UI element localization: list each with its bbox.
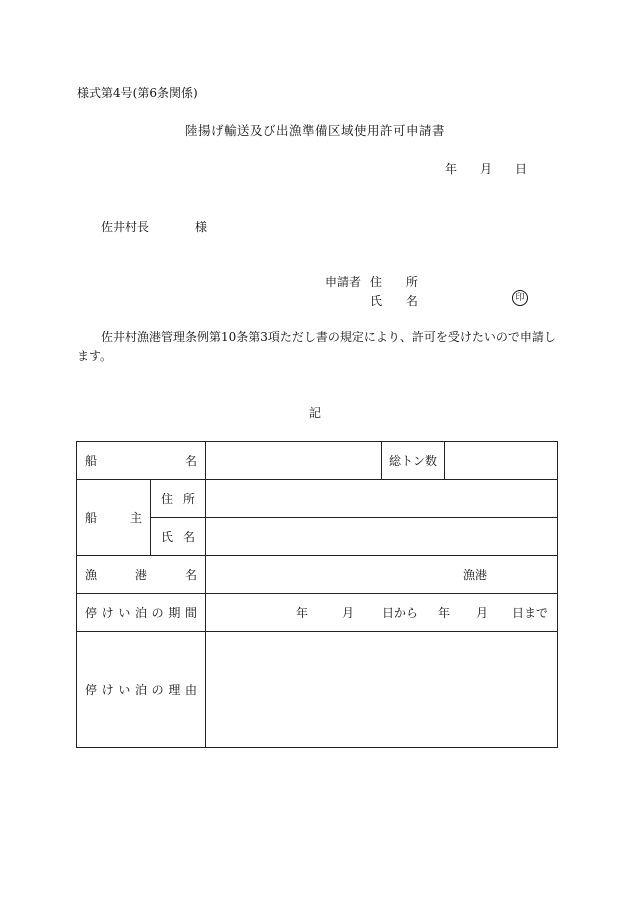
applicant-address-label: 住 所 (370, 275, 428, 289)
period-field[interactable] (206, 594, 558, 632)
gross-tonnage-label: 総トン数 (382, 442, 445, 480)
owner-name-field[interactable] (206, 518, 558, 556)
port-field[interactable] (206, 556, 558, 594)
table-row (77, 632, 558, 748)
table-row (77, 442, 558, 480)
period-end-month: 月 (476, 606, 489, 620)
date-day-label: 日 (515, 162, 528, 176)
ship-name-field[interactable] (206, 442, 382, 480)
date-year-label: 年 (445, 162, 458, 176)
reason-label: 停 け い 泊 の 理 由 (77, 632, 206, 748)
table-row (77, 480, 558, 518)
table-row (77, 594, 558, 632)
port-label: 漁 港 名 (77, 556, 206, 594)
period-label: 停 け い 泊 の 期 間 (77, 594, 206, 632)
application-table (76, 441, 558, 748)
ki-heading: 記 (308, 406, 321, 420)
port-suffix: 漁港 (463, 568, 488, 582)
owner-address-field[interactable] (206, 480, 558, 518)
seal-mark: 印 (512, 290, 528, 306)
ship-name-label: 船 名 (77, 442, 206, 480)
document-title: 陸揚げ輸送及び出漁準備区域使用許可申請書 (184, 123, 445, 138)
period-start-month: 月 (342, 606, 355, 620)
owner-address-label: 住 所 (151, 480, 206, 518)
request-statement: 佐井村漁港管理条例第10条第3項ただし書の規定により、許可を受けたいので申請します。 (77, 330, 556, 363)
owner-name-label: 氏 名 (151, 518, 206, 556)
addressee: 佐井村長 (101, 220, 150, 234)
period-end-day: 日まで (512, 606, 549, 620)
reason-field[interactable] (206, 632, 558, 748)
applicant-name-label: 氏 名 (370, 294, 428, 308)
period-start-day: 日から (382, 606, 419, 620)
period-end-year: 年 (438, 606, 451, 620)
gross-tonnage-field[interactable] (445, 442, 558, 480)
applicant-label: 申請者 (325, 275, 362, 289)
date-month-label: 月 (480, 162, 493, 176)
period-start-year: 年 (296, 606, 309, 620)
honorific: 様 (195, 220, 208, 234)
form-number: 様式第4号(第6条関係) (77, 86, 198, 100)
owner-label: 船 主 (77, 480, 151, 556)
table-row (77, 556, 558, 594)
